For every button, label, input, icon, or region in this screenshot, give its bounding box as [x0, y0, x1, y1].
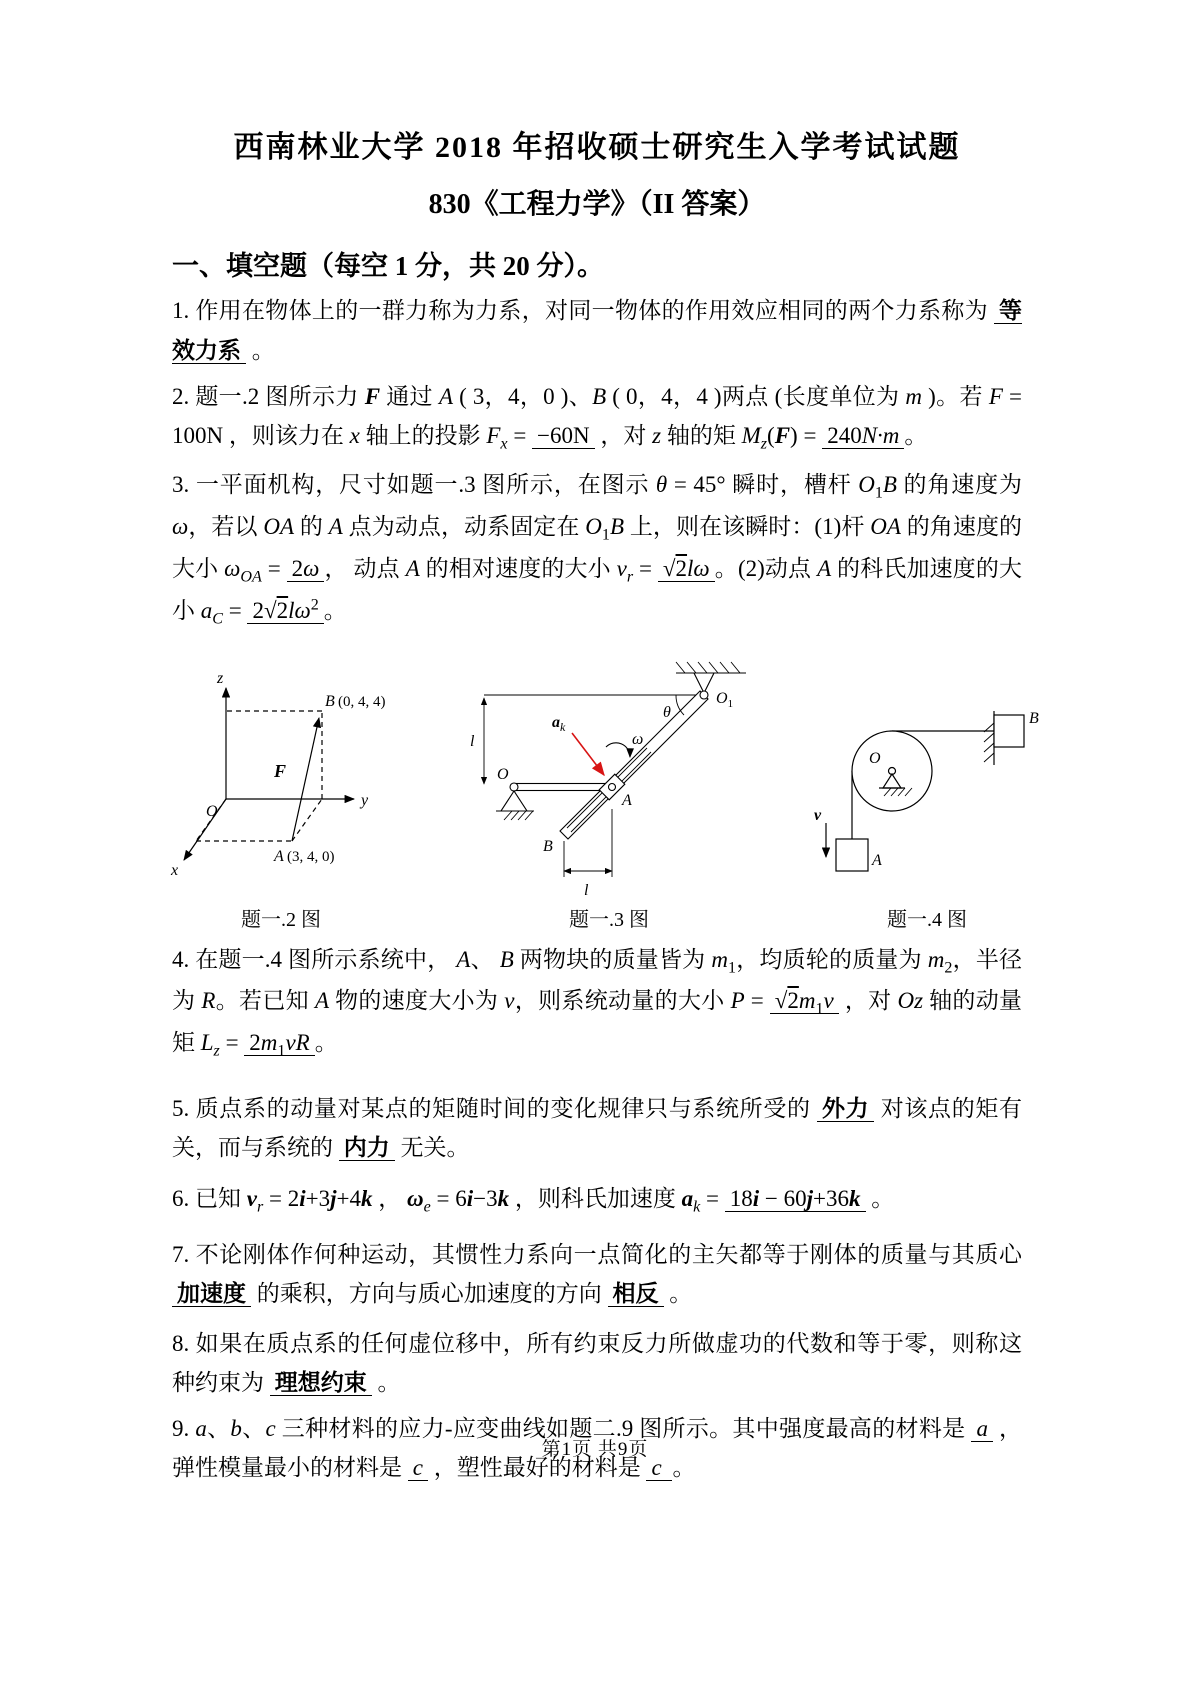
pulley-center-label: O	[869, 749, 881, 767]
pin-O1	[700, 691, 708, 699]
question-5: 5. 质点系的动量对某点的矩随时间的变化规律只与系统所受的 外力 对该点的矩有关，而与系统的 内力 无关。	[172, 1096, 1023, 1161]
y-axis-label: y	[361, 791, 369, 809]
coriolis-acceleration-arrow	[572, 733, 604, 775]
slotted-bar-O1B	[560, 691, 708, 839]
velocity-label: v	[814, 806, 822, 824]
ground-hatching-O	[504, 811, 533, 820]
question-9: 9. a、b、c 三种材料的应力-应变曲线如题二.9 图所示。其中强度最高的材料是 a ，弹性模量最小的材料是 c ，塑性最好的材料是 c 。	[172, 1415, 1023, 1480]
support-triangle-O1	[694, 673, 714, 693]
figure-1-4-diagram	[812, 709, 1042, 899]
construction-lines	[196, 711, 322, 841]
origin-label: O	[206, 802, 218, 820]
question-1: 1. 作用在物体上的一群力称为力系，对同一物体的作用效应相同的两个力系称为 等效力系 。	[172, 298, 1022, 363]
link-OA	[514, 783, 612, 790]
bar-end-B-label: B	[543, 837, 553, 855]
figure-1-3-diagram	[454, 647, 764, 899]
ceiling-hatching	[676, 662, 740, 673]
figure-1-2-diagram	[156, 664, 406, 899]
question-7: 7. 不论刚体作何种运动，其惯性力系向一点简化的主矢都等于刚体的质量与其质心 加速度 的乘积，方向与质心加速度的方向 相反 。	[172, 1241, 1022, 1306]
point-B-label: B	[325, 692, 335, 710]
pivot-O1-label: $O_1$	[716, 689, 734, 710]
z-axis-label: z	[217, 669, 224, 687]
dimension-l-left-label: l	[470, 732, 475, 750]
pivot-O-label: O	[497, 765, 509, 783]
block-B	[994, 715, 1024, 747]
coriolis-acceleration-label: $a_k$	[552, 713, 566, 734]
point-B-coords: (0, 4, 4)	[338, 693, 386, 710]
figure-1-3	[454, 647, 764, 932]
figure-1-2	[156, 664, 406, 932]
pin-A	[609, 783, 616, 790]
figure-1-3-caption: 题一.3 图	[569, 908, 649, 931]
section-1-heading: 一、填空题（每空 1 分，共 20 分）。	[172, 251, 604, 282]
block-B-label: B	[1029, 709, 1039, 727]
page-number: 第1页 共9页	[541, 1439, 649, 1460]
theta-label: θ	[663, 703, 671, 721]
omega-label: ω	[632, 730, 644, 748]
exam-subtitle: 830《工程力学》（II 答案）	[428, 189, 766, 220]
figure-1-4-caption: 题一.4 图	[887, 908, 967, 931]
exam-title: 西南林业大学 2018 年招收硕士研究生入学考试试题	[233, 131, 961, 164]
point-A-label: A	[274, 847, 284, 865]
figure-1-4	[812, 709, 1042, 932]
question-6: 6. 已知 $v_r = 2i+3j+4k$ ， $\omega_e = 6i-3k$ ，则科氏加速度 $a_k = 18i - 60j+36k$ 。	[172, 1185, 895, 1216]
point-A-coords: (3, 4, 0)	[287, 848, 335, 865]
figure-1-2-caption: 题一.2 图	[241, 908, 321, 931]
x-axis-label: x	[171, 861, 179, 879]
question-8: 8. 如果在质点系的任何虚位移中，所有约束反力所做虚功的代数和等于零，则称这种约束为 理想约束 。	[172, 1330, 1022, 1395]
question-4: 4. 在题一.4 图所示系统中， A、 B 两物块的质量皆为 $m_1$，均质轮的质量为 $m_2$，半径为 R。若已知 A 物的速度大小为 v，则系统动量的大小 $P = √2m_1v$ ，对 Oz 轴的动量矩 $L_z = 2m_1vR$ 。	[172, 946, 1023, 1061]
support-triangle-O	[501, 791, 527, 811]
omega-rotation-arrow	[606, 742, 630, 756]
question-2: 2. 题一.2 图所示力 F 通过 A ( 3，4，0 )、B ( 0，4，4 )两点 (长度单位为 m )。若 F = 100N ，则该力在 x 轴上的投影 $F_x = -60N$ ，对 z 轴的矩 $M_z(F) = 240N\cdot m$ 。	[172, 383, 1022, 453]
wall-hatching	[984, 723, 994, 762]
force-label: F	[274, 760, 287, 781]
dimension-l-bottom-label: l	[584, 881, 589, 899]
figures-row	[156, 647, 1042, 932]
pin-O	[510, 783, 518, 791]
block-A-label: A	[872, 851, 882, 869]
question-3: 3. 一平面机构，尺寸如题一.3 图所示，在图示 θ = 45° 瞬时，槽杆 $O_1B$ 的角速度为 ω，若以 OA 的 A 点为动点，动系固定在 $O_1B$ 上，则在该瞬时：(1)杆 OA 的角速度的大小 $\omega_{OA} = 2\omega$ ， 动点 A 的相对速度的大小 $v_r = √2l\omega$ 。(2)动点 A 的科氏加速度的大小 $a_C = 2√2l\omega^2$ 。	[172, 471, 1023, 628]
point-A-label: A	[622, 791, 632, 809]
block-A	[836, 839, 868, 871]
